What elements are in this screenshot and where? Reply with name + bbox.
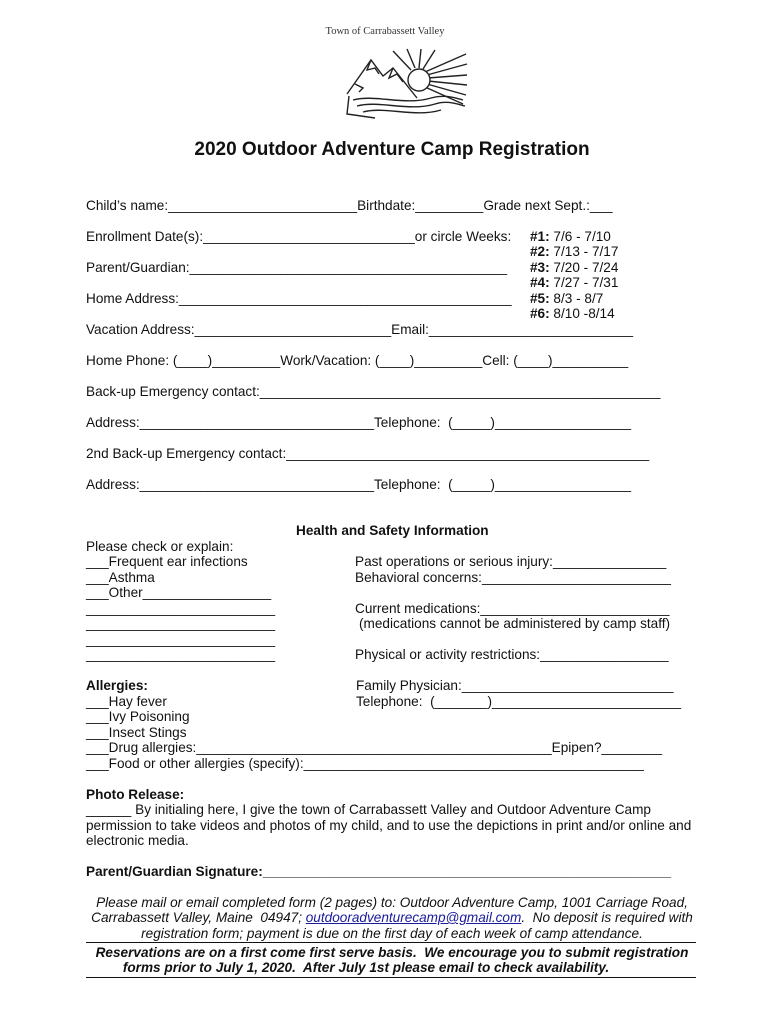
town-name: Town of Carrabassett Valley xyxy=(325,26,445,37)
reservation-notice: Reservations are on a first come first serve basis. We encourage you to submit registration xyxy=(95,945,689,960)
signature-field[interactable]: Parent/Guardian Signature:______________________________________________________ xyxy=(86,864,672,879)
week-number: #6: xyxy=(530,306,550,321)
explain-line[interactable]: _________________________ xyxy=(86,632,276,647)
asthma-check[interactable]: ___Asthma xyxy=(86,570,155,585)
payment-note: registration form; payment is due on the first day of each week of camp attendance. xyxy=(141,926,643,941)
footer-divider-bottom xyxy=(86,977,696,978)
insect-stings-check[interactable]: ___Insect Stings xyxy=(86,725,187,740)
ivy-poisoning-check[interactable]: ___Ivy Poisoning xyxy=(86,709,190,724)
physician-field[interactable]: Family Physician:____________________________ xyxy=(356,678,674,693)
week-dates: 8/10 -8/14 xyxy=(549,306,615,321)
hay-fever-check[interactable]: ___Hay fever xyxy=(86,694,167,709)
camp-logo xyxy=(345,48,469,120)
photo-release-heading: Photo Release: xyxy=(86,787,185,802)
week-dates: 7/27 - 7/31 xyxy=(549,275,619,290)
behavioral-field[interactable]: Behavioral concerns:_________________________ xyxy=(355,570,671,585)
food-allergies-row[interactable]: ___Food or other allergies (specify):_____________________________________________ xyxy=(86,756,644,771)
week-number: #3: xyxy=(530,260,550,275)
childs-name-row[interactable]: Child’s name:_________________________Birthdate:_________Grade next Sept.:___ xyxy=(86,198,613,213)
week-option-6[interactable] xyxy=(530,306,615,322)
explain-line[interactable]: _________________________ xyxy=(86,647,276,662)
ear-infections-check[interactable]: ___Frequent ear infections xyxy=(86,554,248,569)
drug-allergies-row[interactable]: ___Drug allergies:_______________________________________________Epipen?________ xyxy=(86,740,663,755)
week-number: #4: xyxy=(530,275,550,290)
week-dates: 7/13 - 7/17 xyxy=(549,244,619,259)
allergies-heading: Allergies: xyxy=(86,678,148,693)
other-check[interactable]: ___Other_________________ xyxy=(86,585,272,600)
reservation-notice: forms prior to July 1, 2020. After July 1st please email to check availability. xyxy=(122,960,610,975)
footer-divider-top xyxy=(86,942,696,943)
week-option-4[interactable] xyxy=(530,275,618,291)
second-backup-address-row[interactable]: Address:_______________________________Telephone: (_____)__________________ xyxy=(86,477,632,492)
enrollment-date-field[interactable]: Enrollment Date(s):____________________________or circle Weeks: xyxy=(86,229,512,244)
week-dates: 7/20 - 7/24 xyxy=(549,260,619,275)
check-instruction: Please check or explain: xyxy=(86,539,234,554)
phones-row[interactable]: Home Phone: (____)_________Work/Vacation: (____)_________Cell: (____)__________ xyxy=(86,353,629,368)
second-backup-contact-field[interactable]: 2nd Back-up Emergency contact:________________________________________________ xyxy=(86,446,650,461)
home-address-field[interactable]: Home Address:____________________________________________ xyxy=(86,291,512,306)
vacation-email-row[interactable]: Vacation Address:__________________________Email:___________________________ xyxy=(86,322,634,337)
explain-line[interactable]: _________________________ xyxy=(86,601,276,616)
photo-release-text: permission to take videos and photos of my child, and to use the depictions in print and/or online and xyxy=(86,818,692,833)
page-title: 2020 Outdoor Adventure Camp Registration xyxy=(194,139,590,160)
photo-release-text: electronic media. xyxy=(86,833,189,848)
deposit-text: . No deposit is required with xyxy=(521,910,693,925)
week-number: #2: xyxy=(530,244,550,259)
week-dates: 7/6 - 7/10 xyxy=(549,229,611,244)
physician-phone-field[interactable]: Telephone: (_______)_________________________ xyxy=(356,694,682,709)
restrictions-field[interactable]: Physical or activity restrictions:_________________ xyxy=(355,647,669,662)
week-dates: 8/3 - 8/7 xyxy=(549,291,604,306)
photo-release-initials[interactable]: ______ By initialing here, I give the town of Carrabassett Valley and Outdoor Adventure Camp xyxy=(86,802,651,817)
week-option-1[interactable] xyxy=(530,229,611,245)
medications-field[interactable]: Current medications:_________________________ xyxy=(355,601,670,616)
parent-guardian-field[interactable]: Parent/Guardian:__________________________________________ xyxy=(86,260,508,275)
backup-address-row[interactable]: Address:_______________________________Telephone: (_____)__________________ xyxy=(86,415,632,430)
week-number: #5: xyxy=(530,291,550,306)
health-heading: Health and Safety Information xyxy=(296,523,489,538)
address-text: Carrabassett Valley, Maine 04947; xyxy=(91,910,306,925)
explain-line[interactable]: _________________________ xyxy=(86,616,276,631)
medications-note: (medications cannot be administered by camp staff) xyxy=(359,616,671,631)
week-number: #1: xyxy=(530,229,550,244)
week-option-3[interactable] xyxy=(530,260,618,276)
backup-contact-field[interactable]: Back-up Emergency contact:_____________________________________________________ xyxy=(86,384,661,399)
week-option-5[interactable] xyxy=(530,291,603,307)
mail-address-line xyxy=(0,910,770,926)
mail-instructions: Please mail or email completed form (2 pages) to: Outdoor Adventure Camp, 1001 Carriage Road, xyxy=(96,895,688,910)
email-link[interactable]: outdooradventurecamp@gmail.com xyxy=(305,910,522,925)
week-option-2[interactable] xyxy=(530,244,618,260)
injury-field[interactable]: Past operations or serious injury:_______________ xyxy=(355,554,667,569)
